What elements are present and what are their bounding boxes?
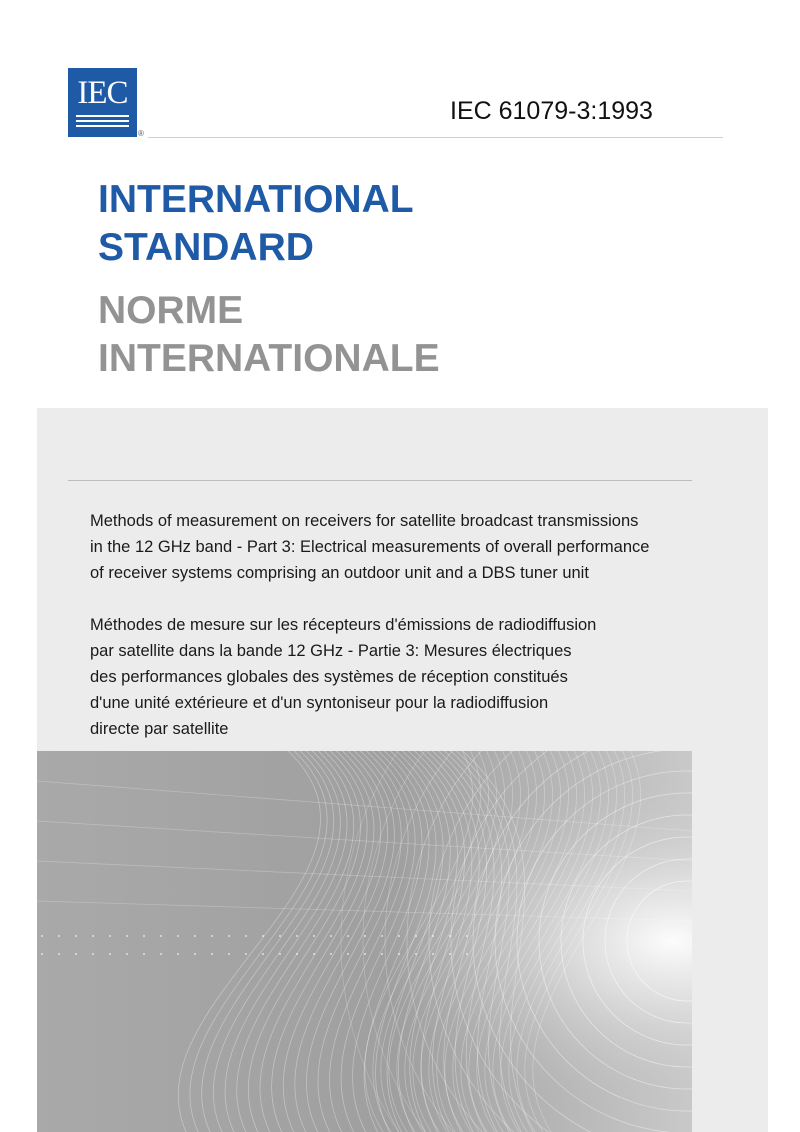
title-english-line-2: STANDARD [98,226,314,269]
dot-mark [58,935,60,937]
dot-mark [177,935,179,937]
dot-mark [228,935,230,937]
dot-mark [347,953,349,955]
dot-mark [364,953,366,955]
dot-mark [466,953,468,955]
dot-mark [41,935,43,937]
dot-mark [41,953,43,955]
document-id: IEC 61079-3:1993 [450,97,653,125]
dot-mark [211,953,213,955]
dot-mark [381,935,383,937]
dot-mark [245,935,247,937]
title-french [98,287,440,383]
dot-mark [160,935,162,937]
dot-mark [75,953,77,955]
title-english-line-1: INTERNATIONAL [98,178,414,221]
dot-mark [143,935,145,937]
dot-mark [381,953,383,955]
dot-mark [194,935,196,937]
dot-mark [330,953,332,955]
dot-mark [398,935,400,937]
dot-mark [160,953,162,955]
dot-mark [177,953,179,955]
dot-mark [75,935,77,937]
title-french-line-2: INTERNATIONALE [98,337,440,380]
dot-mark [109,953,111,955]
description-french-line: Méthodes de mesure sur les récepteurs d'émissions de radiodiffusion [90,616,597,634]
title-french-line-1: NORME [98,289,244,332]
description-english-line: in the 12 GHz band - Part 3: Electrical measurements of overall performance [90,538,650,556]
description-english [90,508,649,586]
abstract-arcs-graphic [37,751,692,1132]
dot-mark [194,953,196,955]
description-french-line: directe par satellite [90,720,229,738]
registered-mark: ® [138,129,144,138]
dot-mark [313,953,315,955]
dot-mark [296,953,298,955]
iec-logo-icon [68,68,137,137]
dot-mark [126,935,128,937]
description-english-line: of receiver systems comprising an outdoor unit and a DBS tuner unit [90,564,589,582]
dot-mark [347,935,349,937]
dot-mark [109,935,111,937]
dot-mark [279,935,281,937]
dot-mark [262,935,264,937]
description-french [90,612,596,742]
logo-lines [76,115,129,130]
logo-text: IEC [77,75,128,111]
dot-mark [330,935,332,937]
dot-mark [466,935,468,937]
dot-mark [228,953,230,955]
header-divider [148,137,723,138]
dot-mark [398,953,400,955]
dot-mark [296,935,298,937]
title-english [98,176,414,272]
dot-mark [279,953,281,955]
description-english-line: Methods of measurement on receivers for satellite broadcast transmissions [90,512,639,530]
dot-mark [313,935,315,937]
dot-mark [92,935,94,937]
dot-mark [415,935,417,937]
dot-mark [245,953,247,955]
dot-mark [262,953,264,955]
dot-mark [415,953,417,955]
dot-mark [449,953,451,955]
dot-mark [58,953,60,955]
dot-mark [364,935,366,937]
description-french-line: des performances globales des systèmes de réception constitués [90,668,568,686]
dot-mark [432,953,434,955]
dot-mark [126,953,128,955]
panel-divider [68,480,692,481]
dot-mark [432,935,434,937]
dot-mark [211,935,213,937]
dot-mark [449,935,451,937]
description-french-line: d'une unité extérieure et d'un syntoniseur pour la radiodiffusion [90,694,549,712]
dot-mark [92,953,94,955]
dot-mark [143,953,145,955]
description-french-line: par satellite dans la bande 12 GHz - Partie 3: Mesures électriques [90,642,572,660]
